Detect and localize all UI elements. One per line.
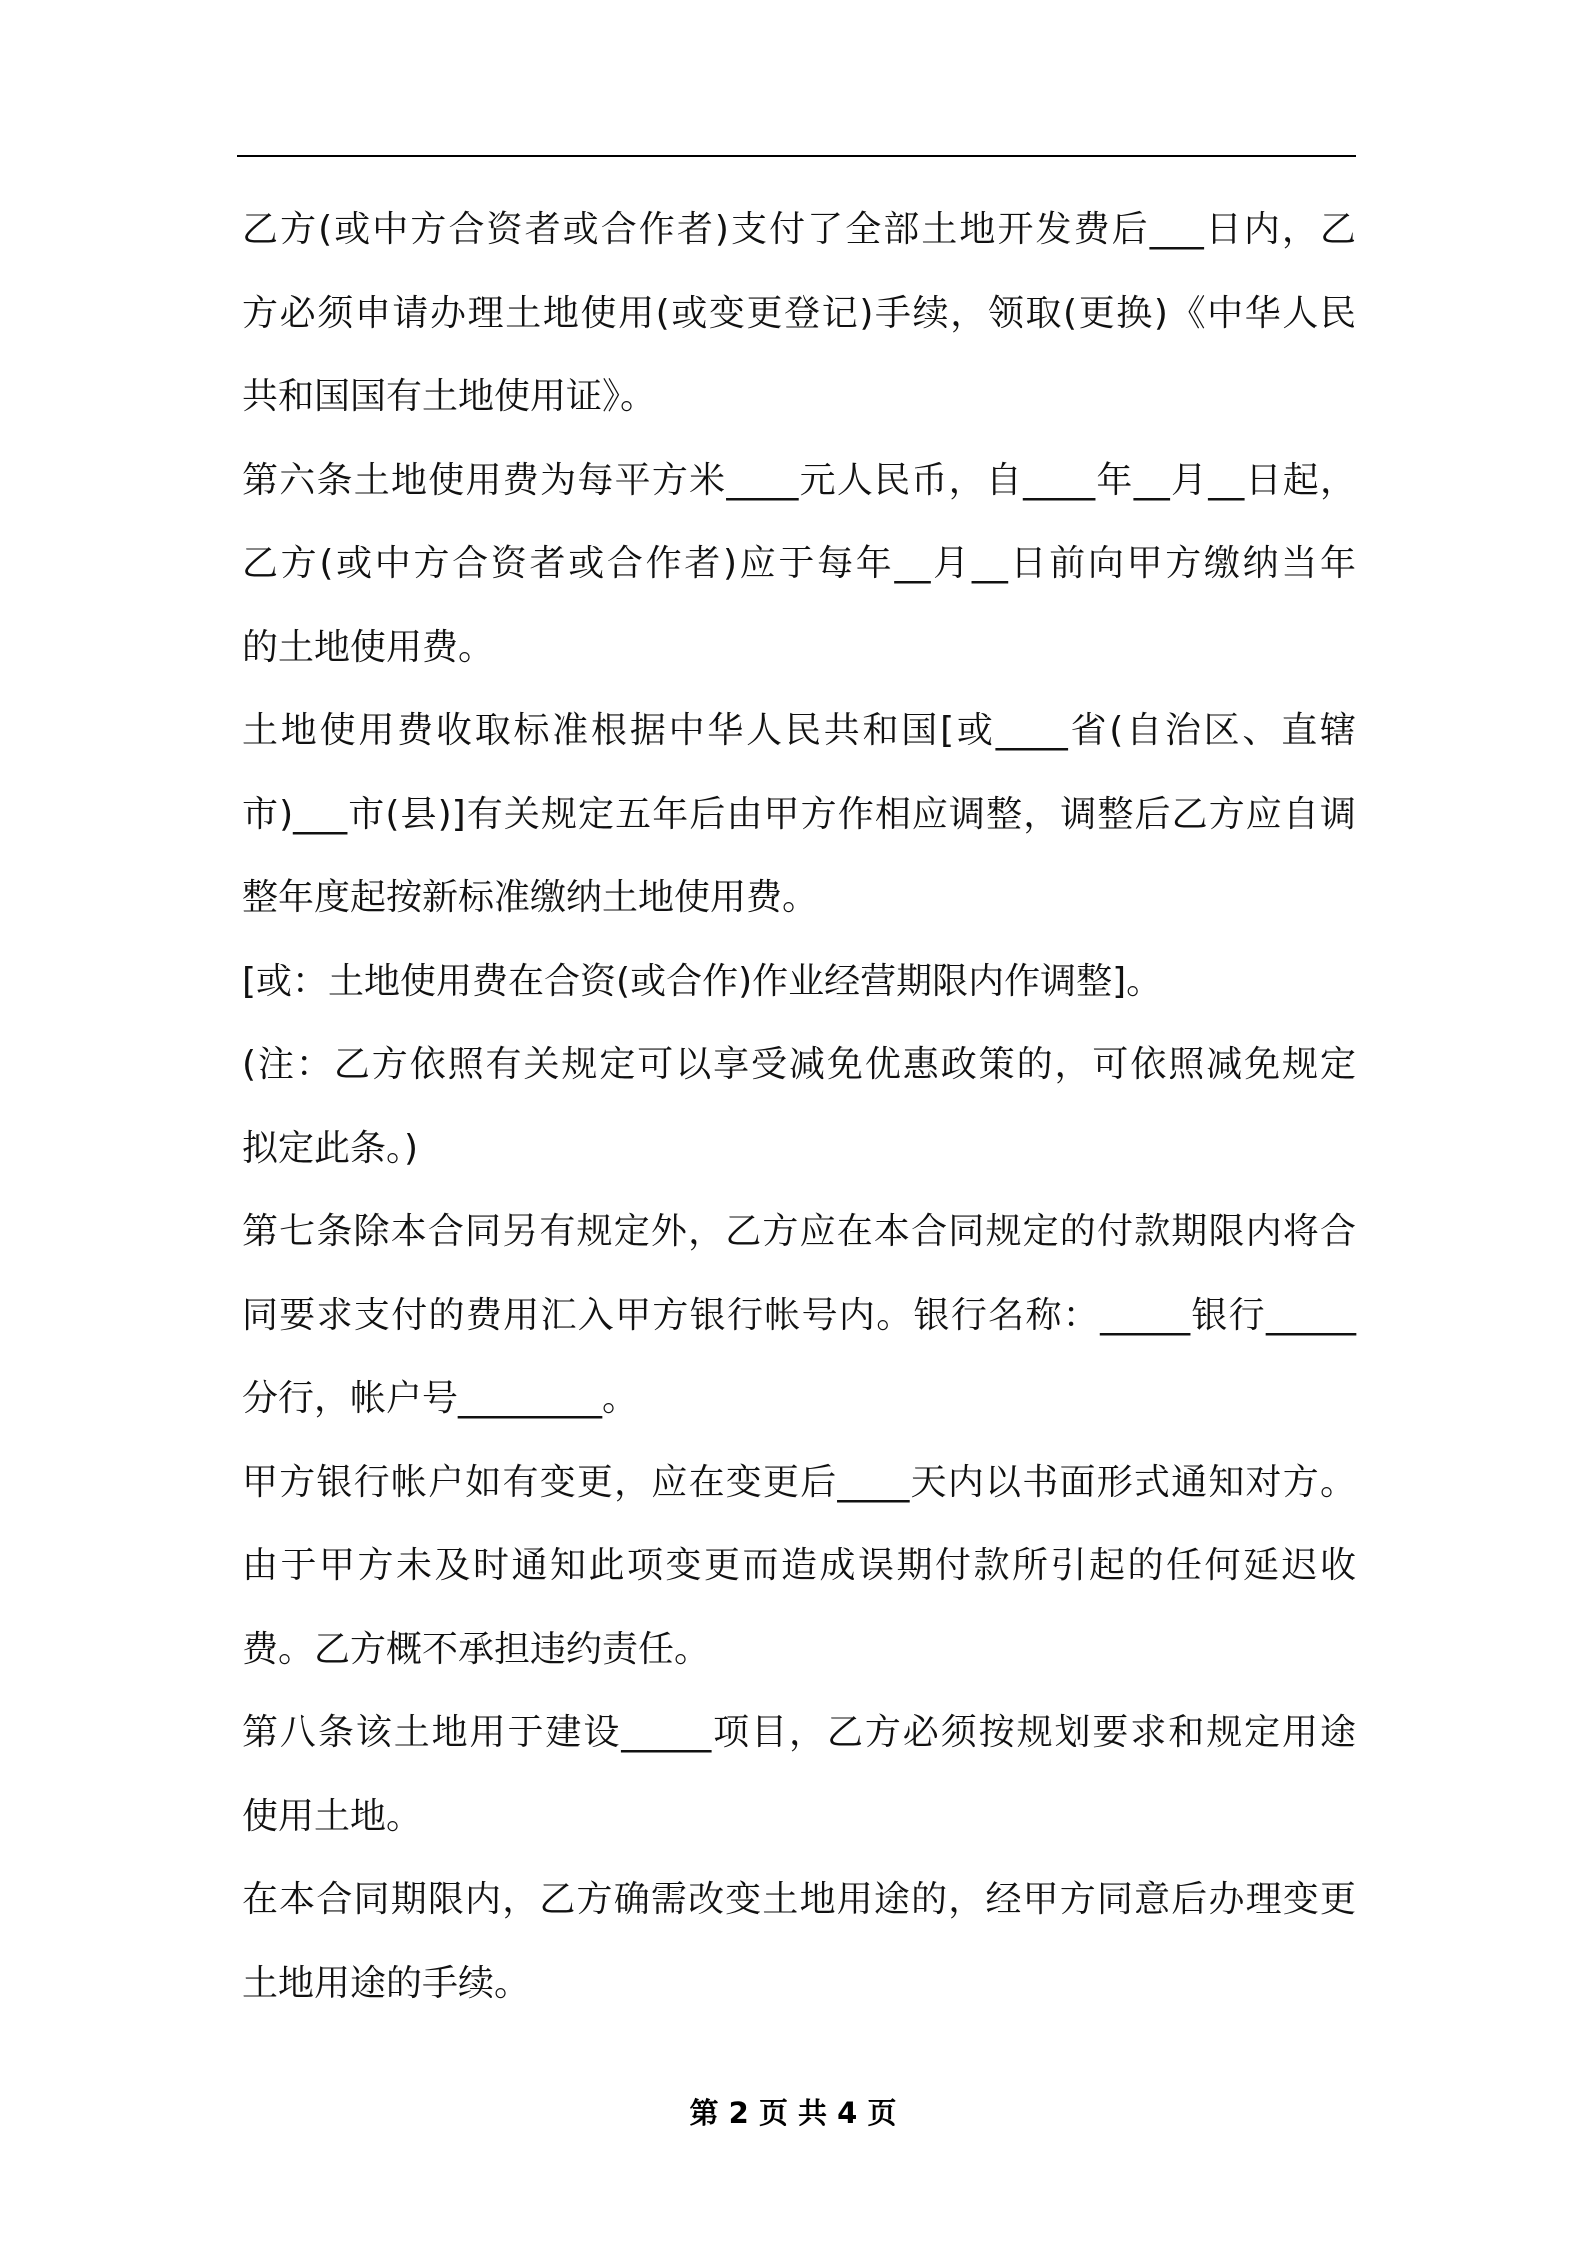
text-line: 分行，帐户号________。 [242,1378,639,1419]
text-line: 的土地使用费。 [242,626,495,668]
text-line: 市)___市(县)]有关规定五年后由甲方作相应调整，调整后乙方应自调 [242,793,1356,835]
total-pages-number: 4 [837,2096,858,2130]
text-line: 第七条除本合同另有规定外，乙方应在本合同规定的付款期限内将合 [242,1211,1356,1252]
page-label-suffix: 页 [867,2096,897,2130]
text-line: [或：土地使用费在合资(或合作)作业经营期限内作调整]。 [242,960,1163,1002]
paragraph [242,439,1356,690]
text-line: 方必须申请办理土地使用(或变更登记)手续，领取(更换)《中华人民 [242,292,1356,334]
paragraph [242,188,1356,439]
text-line: 土地使用费收取标准根据中华人民共和国[或____省(自治区、直辖 [242,710,1356,751]
page-label-prefix: 第 [689,2096,719,2130]
current-page-number: 2 [728,2096,749,2130]
header-rule [237,155,1356,157]
text-line: 整年度起按新标准缴纳土地使用费。 [242,877,819,918]
text-line: 在本合同期限内，乙方确需改变土地用途的，经甲方同意后办理变更 [242,1879,1356,1920]
text-line: 甲方银行帐户如有变更，应在变更后____天内以书面形式通知对方。 [242,1461,1356,1503]
document-body [242,188,1356,2025]
paragraph [242,1023,1356,1190]
text-line: 使用土地。 [242,1795,423,1837]
paragraph [242,1858,1356,2025]
text-line: 费。乙方概不承担违约责任。 [242,1628,711,1670]
paragraph [242,689,1356,940]
paragraph [242,1190,1356,1441]
text-line: 乙方(或中方合资者或合作者)支付了全部土地开发费后___日内，乙 [242,209,1356,250]
text-line: 乙方(或中方合资者或合作者)应于每年__月__日前向甲方缴纳当年 [242,543,1356,584]
text-line: (注：乙方依照有关规定可以享受减免优惠政策的，可依照减免规定 [242,1044,1356,1085]
text-line: 土地用途的手续。 [242,1962,531,2004]
paragraph [242,940,1356,1024]
text-line: 第六条土地使用费为每平方米____元人民币，自____年__月__日起， [242,459,1356,501]
text-line: 由于甲方未及时通知此项变更而造成误期付款所引起的任何延迟收 [242,1545,1356,1586]
text-line: 第八条该土地用于建设_____项目，乙方必须按规划要求和规定用途 [242,1712,1356,1753]
text-line: 同要求支付的费用汇入甲方银行帐号内。银行名称：_____银行_____ [242,1294,1356,1336]
paragraph [242,1441,1356,1692]
page-label-middle: 页 共 [758,2096,828,2130]
text-line: 拟定此条。) [242,1127,419,1169]
paragraph [242,1691,1356,1858]
page-number-footer [0,2094,1586,2132]
text-line: 共和国国有土地使用证》。 [242,376,657,417]
